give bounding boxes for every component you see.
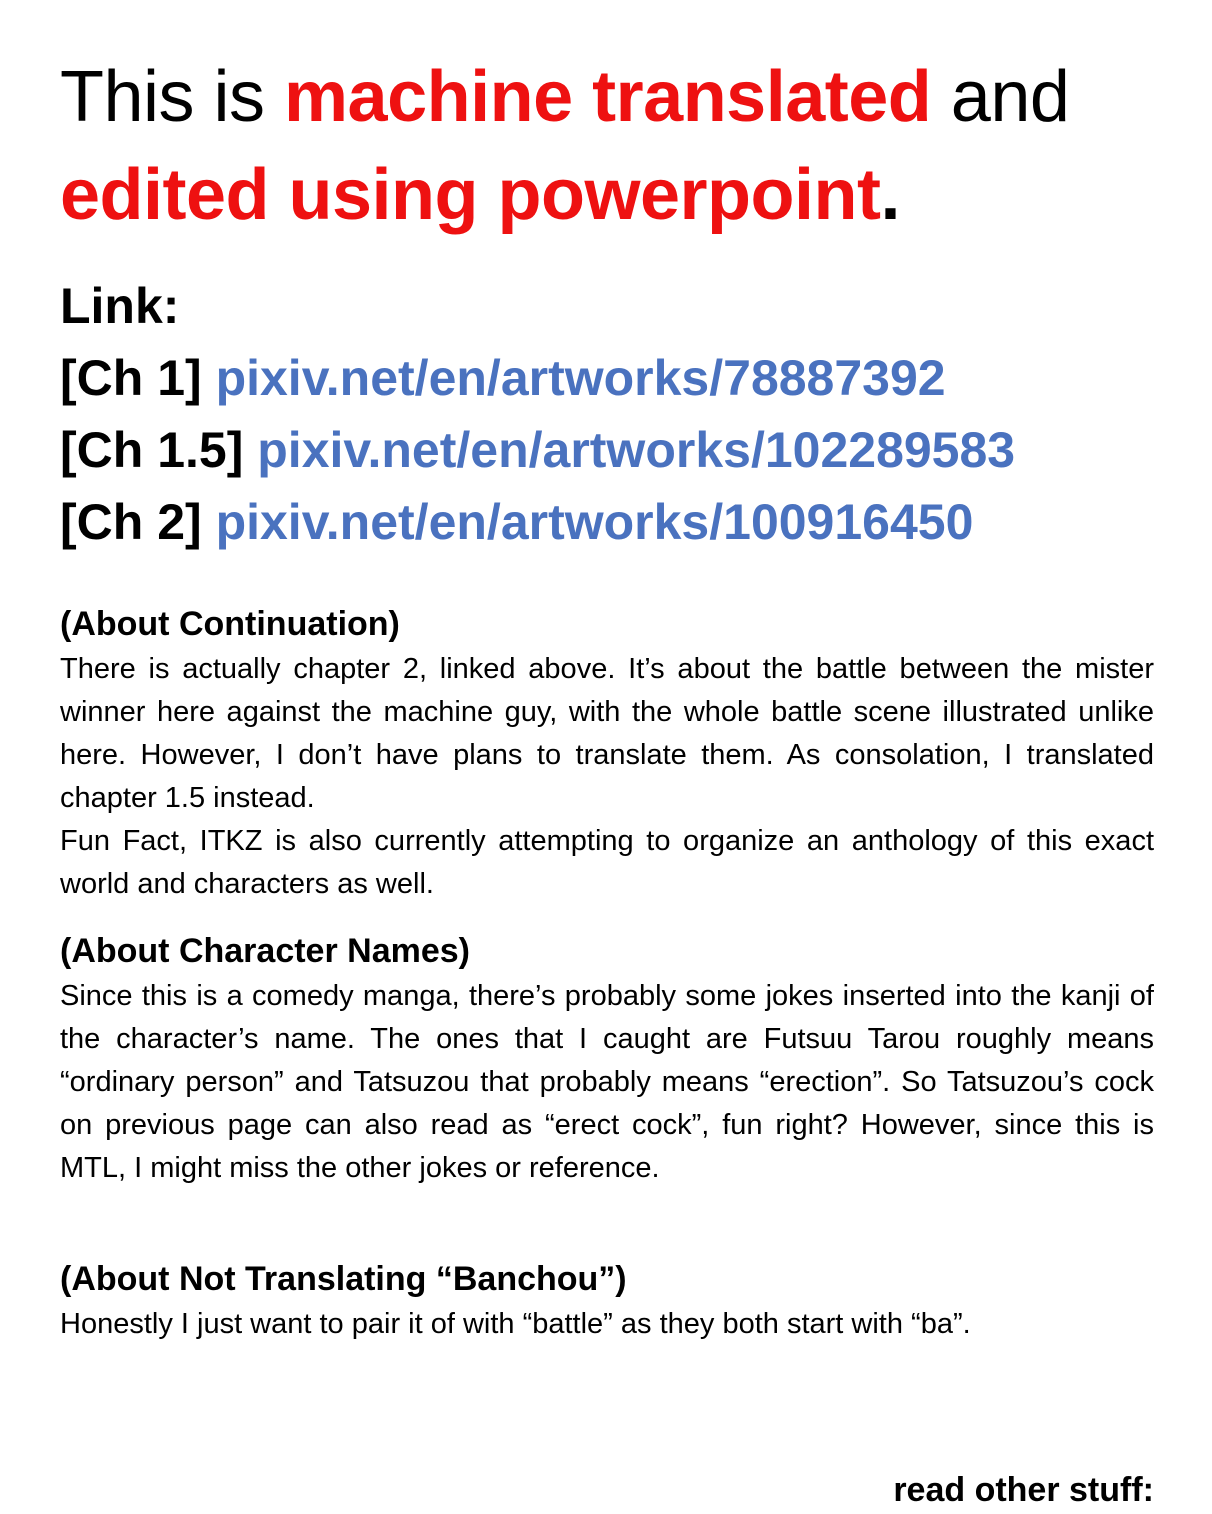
link-row-ch2 [60, 486, 1154, 558]
section-about-continuation [60, 600, 1154, 906]
links-block [60, 270, 1154, 558]
link-label-ch2: [Ch 2] [60, 494, 202, 550]
title-part-1: This is [60, 57, 285, 137]
link-url-ch1-5[interactable]: pixiv.net/en/artworks/102289583 [257, 422, 1016, 478]
title-emphasis-2: edited using powerpoint [60, 155, 881, 235]
section-paragraph-banchou: Honestly I just want to pair it of with “battle” as they both start with “ba”. [60, 1308, 971, 1340]
title-emphasis-1: machine translated [284, 57, 932, 137]
footer-read-other-stuff: read other stuff: [893, 1471, 1154, 1509]
section-heading-continuation: (About Continuation) [60, 605, 400, 643]
section-about-banchou [60, 1255, 1154, 1346]
title-part-3: and [931, 57, 1070, 137]
links-title: Link: [60, 278, 180, 334]
link-row-ch1 [60, 342, 1154, 414]
link-label-ch1: [Ch 1] [60, 350, 202, 406]
section-heading-banchou: (About Not Translating “Banchou”) [60, 1260, 627, 1298]
document-page [60, 0, 1154, 1509]
page-title [60, 48, 1154, 244]
section-paragraph-continuation-2: Fun Fact, ITKZ is also currently attempting to organize an anthology of this exact world and characters as well. [60, 825, 1154, 900]
section-heading-character-names: (About Character Names) [60, 932, 470, 970]
section-about-character-names [60, 927, 1154, 1190]
section-paragraph-continuation-1: There is actually chapter 2, linked above. It’s about the battle between the mister winner here against the machine guy, with the whole battle scene illustrated unlike here. However, I don’t have plans to translate them. As consolation, I translated chapter 1.5 instead. [60, 653, 1154, 814]
link-row-ch1-5 [60, 414, 1154, 486]
link-label-ch1-5: [Ch 1.5] [60, 422, 244, 478]
title-period: . [880, 155, 900, 235]
section-paragraph-character-names: Since this is a comedy manga, there’s probably some jokes inserted into the kanji of the character’s name. The ones that I caught are Futsuu Tarou roughly means “ordinary person” and Tatsuzou that probably means “erection”. So Tatsuzou’s cock on previous page can also read as “erect cock”, fun right? However, since this is MTL, I might miss the other jokes or reference. [60, 980, 1154, 1184]
link-url-ch1[interactable]: pixiv.net/en/artworks/78887392 [215, 350, 946, 406]
link-url-ch2[interactable]: pixiv.net/en/artworks/100916450 [215, 494, 974, 550]
